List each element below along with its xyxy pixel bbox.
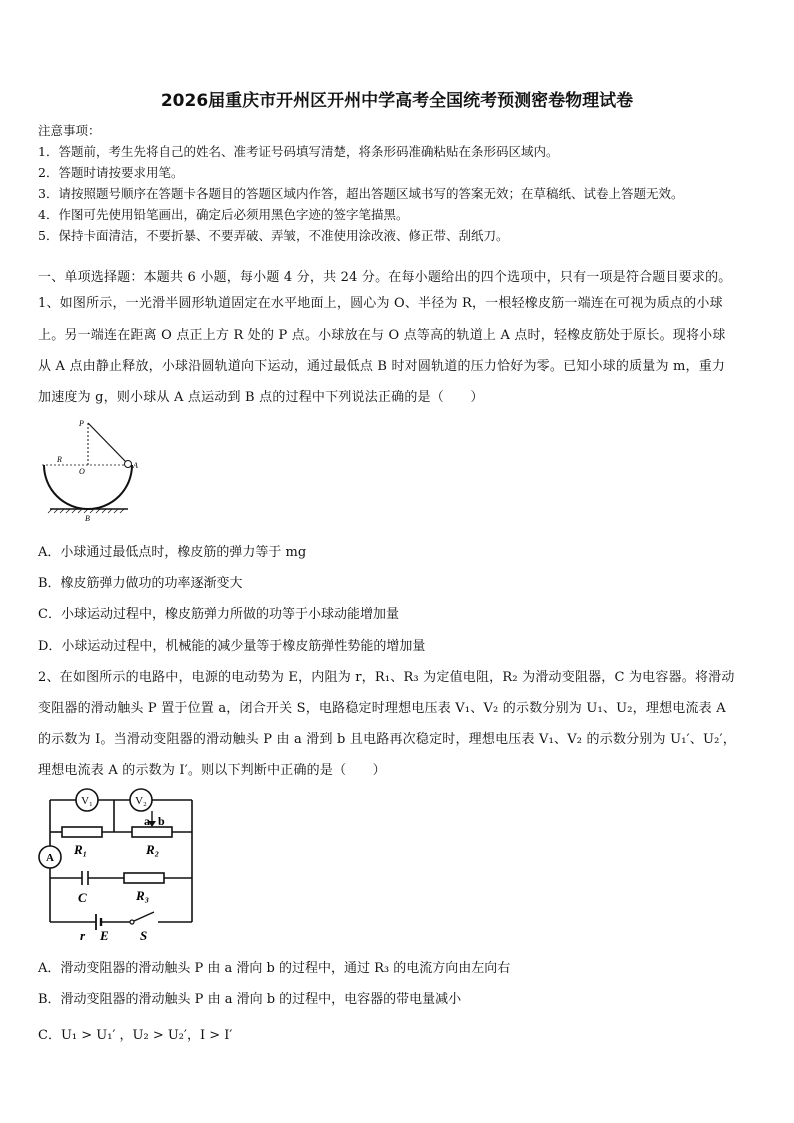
notice-item: 2．答题时请按要求用笔。 [38,165,184,180]
label-b: b [158,814,165,828]
label-r2: R₂ [146,842,160,857]
label-r: r [80,928,86,943]
label-R: R [57,455,62,464]
q2-option-c: C．U₁ > U₁′ ，U₂ > U₂′，I > I′ [38,1028,233,1043]
notice-heading: 注意事项： [38,123,101,138]
q2-text-line: 2、在如图所示的电路中，电源的电动势为 E，内阻为 r，R₁、R₃ 为定值电阻，R₂ 为滑动变阻器，C 为电容器。将滑动 [38,670,735,685]
label-B: B [85,514,90,523]
q2-option-b: B．滑动变阻器的滑动触头 P 由 a 滑向 b 的过程中，电容器的带电量减小 [38,992,462,1007]
q1-text-line: 上。另一端连在距离 O 点正上方 R 处的 P 点。小球放在与 O 点等高的轨道上 A 点时，轻橡皮筋处于原长。现将小球 [38,328,726,343]
notice-item: 3．请按照题号顺序在答题卡各题目的答题区域内作答，超出答题区域书写的答案无效；在草稿纸、试卷上答题无效。 [38,186,684,201]
voltmeter-v1-label: V₁ [81,795,93,807]
q2-circuit-figure [36,788,198,944]
q2-option-a: A．滑动变阻器的滑动触头 P 由 a 滑向 b 的过程中，通过 R₃ 的电流方向由左向右 [38,961,511,976]
q1-text-line: 从 A 点由静止释放，小球沿圆轨道向下运动，通过最低点 B 时对圆轨道的压力恰好为零。已知小球的质量为 m，重力 [38,359,726,374]
label-r1: R₁ [74,842,88,857]
q1-figure [38,418,148,528]
ammeter-label: A [46,852,54,864]
q1-option-b: B．橡皮筋弹力做功的功率逐渐变大 [38,576,243,591]
q1-option-c: C．小球运动过程中，橡皮筋弹力所做的功等于小球动能增加量 [38,607,399,622]
label-A: A [133,461,138,470]
section-heading: 一、单项选择题：本题共 6 小题，每小题 4 分，共 24 分。在每小题给出的四个选项中，只有一项是符合题目要求的。 [38,270,732,285]
q1-option-d: D．小球运动过程中，机械能的减少量等于橡皮筋弹性势能的增加量 [38,639,426,654]
notice-item: 5．保持卡面清洁，不要折暴、不要弄破、弄皱，不准使用涂改液、修正带、刮纸刀。 [38,228,509,243]
label-a: a [144,814,150,828]
label-P: P [79,419,84,428]
label-r3: R₃ [136,888,150,903]
label-c: C [78,890,87,905]
q1-text-line: 1、如图所示，一光滑半圆形轨道固定在水平地面上，圆心为 O、半径为 R，一根轻橡皮筋一端连在可视为质点的小球 [38,296,723,311]
q1-option-a: A．小球通过最低点时，橡皮筋的弹力等于 mg [38,545,307,560]
label-O: O [79,467,85,476]
q2-text-line: 的示数为 I。当滑动变阻器的滑动触头 P 由 a 滑到 b 且电路再次稳定时，理想电压表 V₁、V₂ 的示数分别为 U₁′、U₂′， [38,732,736,747]
q2-text-line: 变阻器的滑动触头 P 置于位置 a，闭合开关 S，电路稳定时理想电压表 V₁、V₂ 的示数分别为 U₁、U₂，理想电流表 A [38,701,726,716]
q1-text-line: 加速度为 g，则小球从 A 点运动到 B 点的过程中下列说法正确的是（ ） [38,390,484,405]
label-e: E [100,928,109,943]
exam-title: 2026届重庆市开州区开州中学高考全国统考预测密卷物理试卷 [160,91,634,111]
label-s: S [140,928,148,943]
q2-text-line: 理想电流表 A 的示数为 I′。则以下判断中正确的是（ ） [38,763,386,778]
notice-item: 4．作图可先使用铅笔画出，确定后必须用黑色字迹的签字笔描黑。 [38,207,409,222]
notice-item: 1．答题前，考生先将自己的姓名、准考证号码填写清楚，将条形码准确粘贴在条形码区域内。 [38,144,559,159]
voltmeter-v2-label: V₂ [135,795,147,807]
